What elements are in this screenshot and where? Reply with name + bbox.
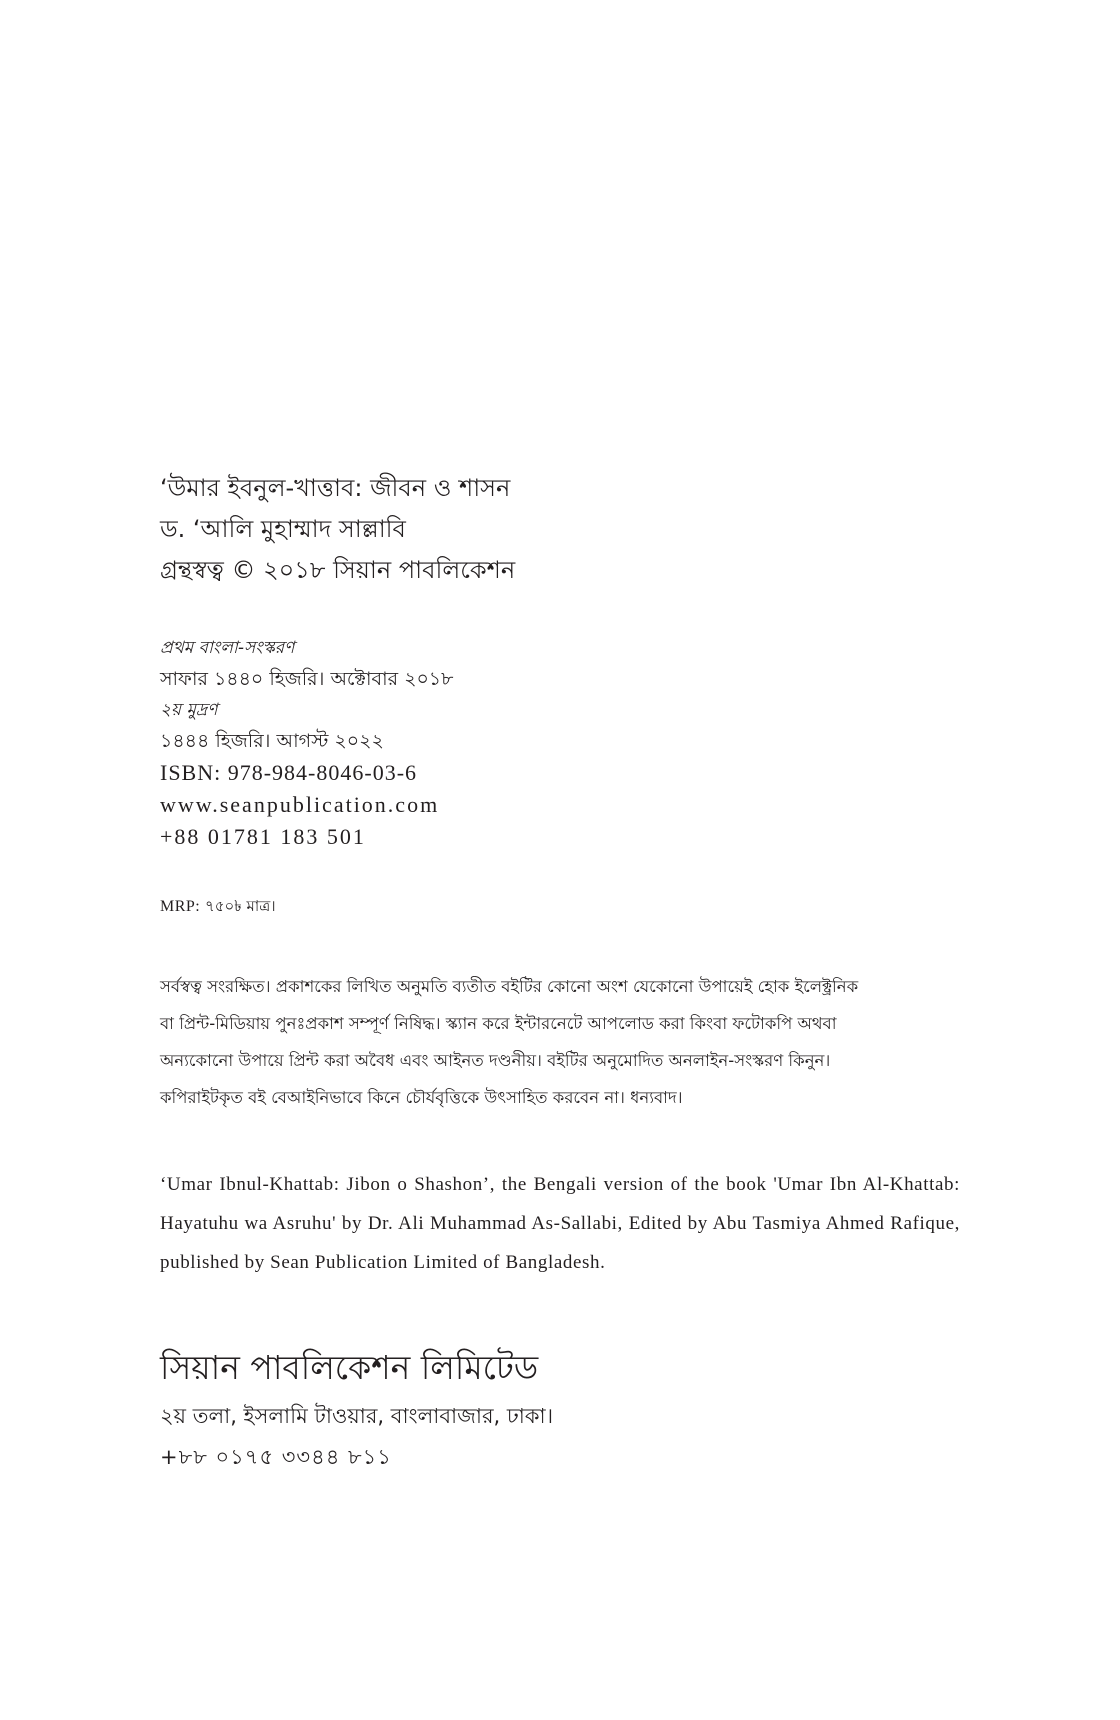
isbn: ISBN: 978-984-8046-03-6 [160, 760, 418, 785]
publisher-block [160, 1342, 553, 1476]
first-edition-date: সাফার ১৪৪০ হিজরি। অক্টোবার ২০১৮ [160, 668, 454, 690]
publisher-address: ২য় তলা, ইসলামি টাওয়ার, বাংলাবাজার, ঢাকা। [160, 1404, 554, 1428]
book-title: ‘উমার ইবনুল-খাত্তাব: জীবন ও শাসন [160, 474, 511, 502]
contact-phone: +88 01781 183 501 [160, 824, 366, 849]
mrp-label: MRP: [160, 898, 201, 915]
price-line [160, 895, 276, 918]
rights-notice [160, 968, 960, 1116]
second-printing-label: ২য় মুদ্রণ [160, 700, 218, 720]
english-credits: ‘Umar Ibnul-Khattab: Jibon o Shashon’, the Bengali version of the book 'Umar Ibn Al-Khattab: Hayatuhu wa Asruhu' by Dr. Ali Muhammad As-Sallabi, Edited by Abu Tasmiya Ahmed Rafique, published by Sean Publication Limited of Bangladesh. [160, 1174, 960, 1273]
copyright-line: গ্রন্থস্বত্ব © ২০১৮ সিয়ান পাবলিকেশন [160, 556, 516, 584]
first-edition-label: প্রথম বাংলা-সংস্করণ [160, 638, 295, 658]
publisher-phone: +৮৮ ০১৭৫ ৩৩৪৪ ৮১১ [160, 1445, 392, 1469]
notice-line: বা প্রিন্ট-মিডিয়ায় পুনঃপ্রকাশ সম্পূর্ণ নিষিদ্ধ। স্ক্যান করে ইন্টারনেটে আপলোড করা কিংবা ফটোকপি অথবা [160, 1014, 837, 1033]
second-printing-date: ১৪৪৪ হিজরি। আগস্ট ২০২২ [160, 730, 384, 752]
notice-line: কপিরাইটকৃত বই বেআইনিভাবে কিনে চৌর্যবৃত্তিকে উৎসাহিত করবেন না। ধন্যবাদ। [160, 1088, 683, 1107]
website: www.seanpublication.com [160, 792, 440, 817]
notice-line: অন্যকোনো উপায়ে প্রিন্ট করা অবৈধ এবং আইনত দণ্ডনীয়। বইটির অনুমোদিত অনলাইন-সংস্করণ কিনুন। [160, 1051, 831, 1070]
edition-block [160, 633, 453, 853]
publisher-name: সিয়ান পাবলিকেশন লিমিটেড [160, 1348, 539, 1387]
title-block [160, 468, 515, 591]
author-name: ড. ‘আলি মুহাম্মাদ সাল্লাবি [160, 515, 406, 543]
mrp-value: ৭৫০৳ মাত্র। [205, 897, 276, 915]
notice-line: সর্বস্বত্ব সংরক্ষিত। প্রকাশকের লিখিত অনুমতি ব্যতীত বইটির কোনো অংশ যেকোনো উপায়েই হোক ইলেক্ট্রনিক [160, 977, 859, 996]
